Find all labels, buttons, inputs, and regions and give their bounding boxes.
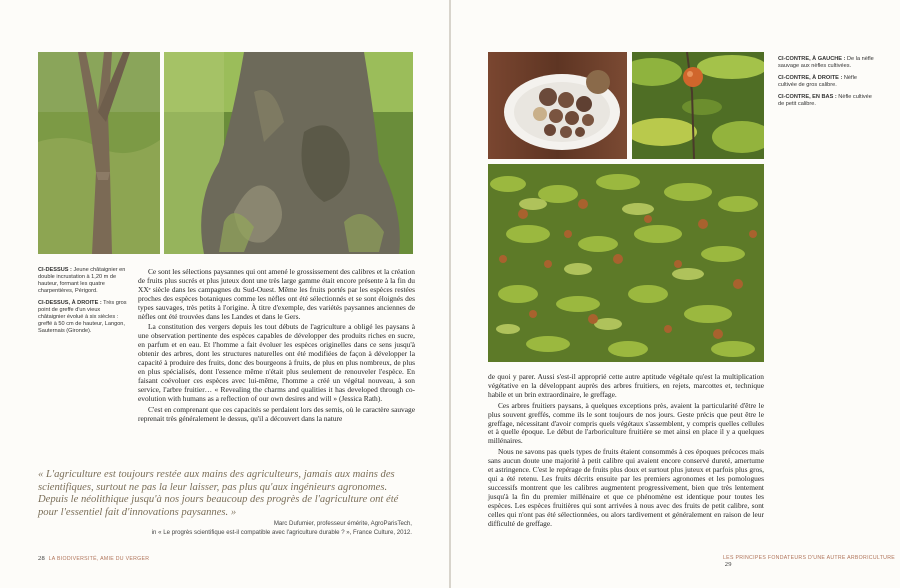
folio-right [723,555,900,568]
caption-label: CI-CONTRE, À DROITE : [778,75,843,81]
caption-old-chestnut [38,300,128,335]
caption-text: Jeune châtaignier en double incrustation à 1,20 m de hauteur, formant les quatre charpentières, Périgord. [38,267,126,294]
pull-quote: « L'agriculture est toujours restée aux mains des agriculteurs, jamais aux mains des scientifiques, surtout ne pas la leur laisser, pas plus qu'aux ingénieurs agronomes. Depuis le néolithique jusqu'à nos jours beaucoup des progrès de l'agriculture ont été pour l'essentiel fait d'innovations paysannes. » [38,469,399,518]
caption-text: De la nèfle sauvage aux nèfles cultivées. [778,56,874,69]
paragraph: Ces arbres fruitiers paysans, à quelques exceptions près, avaient la particularité d'être le plus souvent greffés, comme ils le sont toujours de nos jours. Geste précis que peut être le greffage, nécessitant d'avoir compris quels végétaux s'assemblent, y compris quelles cellules et à quelle époque. Le début de l'arboriculture fruitière se met ainsi en place il y a quelques millénaires. [488,400,764,446]
caption-small-medlar [778,94,874,108]
right-body-text [488,373,764,530]
running-title: LES PRINCIPES FONDATEURS D'UNE AUTRE ARBORICULTURE [723,555,896,561]
paragraph: de quoi y parer. Aussi s'est-il approprié cette autre aptitude végétale qu'est la multiplication végétative en la développant auprès des arbres fruitiers, en rejets, marcottes et, technique habile et un brin extraordinaire, le greffage. [488,372,764,399]
left-page [0,0,449,588]
caption-large-medlar [778,75,874,89]
quote-attribution [38,520,412,537]
right-page [451,0,900,588]
caption-young-chestnut [38,267,128,295]
photo-small-medlar [488,164,764,362]
paragraph: Ce sont les sélections paysannes qui ont amené le grossissement des calibres et la création de fruits plus sucrés et plus juteux dont une très large gamme était encore présente à la fin du XXᵉ siècle dans les campagnes du Sud-Ouest. Même les fruits portés par les espèces restées proches des espèces botaniques comme les nèfles ont été sélectionnés et se sont éloignés des types sauvages, très petits à l'origine. À titre d'exemple, des variétés paysannes anciennes de nèfles ont été trouvées dans les Landes et dans le Gers. [138,267,415,321]
right-captions [778,56,874,113]
page-number: 28 [38,555,46,562]
folio-left [38,555,149,562]
left-body-text [138,268,415,425]
running-title: LA BIODIVERSITÉ, AMIE DU VERGER [48,556,150,562]
page-number: 29 [724,561,732,568]
caption-text: Très gros point de greffe d'un vieux châtaignier évolué à six siècles : greffé à 50 cm de hauteur, Langon, Sauternais (Gironde). [38,300,127,334]
caption-label: CI-CONTRE, À GAUCHE : [778,56,846,62]
photo-young-chestnut [38,52,160,254]
caption-text: Nèfle cultivée de gros calibre. [778,75,857,88]
left-captions [38,267,128,340]
photo-old-chestnut-graft [164,52,413,254]
caption-label: CI-CONTRE, EN BAS : [778,94,837,100]
photo-large-medlar [632,52,764,159]
paragraph: Nous ne savons pas quels types de fruits étaient consommés à ces époques précoces mais sans aucun doute une majorité à petit calibre qui avaient encore conservé dureté, amertume et astringence. C'est le repérage de fruits plus doux et surtout plus juteux et parfois plus gros, qui a été retenu. Les fruits décrits ensuite par les premiers agronomes et les pomologues successifs montrent que les calibres augmentent progressivement, bien que très lentement jusqu'à la fin du premier millénaire et que ce phénomène est identique pour toutes les espèces. Les espèces fruitières qui sont arrivées à nous avec des fruits de petit calibre, sont celles qui n'ont pas été sélectionnées, ou alors tardivement et généralement en raison de leur difficulté de greffage. [488,447,764,528]
caption-wild-medlar [778,56,874,70]
caption-label: CI-DESSUS, À DROITE : [38,300,102,306]
caption-label: CI-DESSUS : [38,267,72,273]
paragraph: C'est en comprenant que ces capacités se perdaient lors des semis, où le caractère sauvage reprenait très généralement le dessus, qu'il a découvert dans la nature [138,404,415,423]
quote-author: Marc Dufumier, professeur émérite, AgroParisTech, [273,520,412,527]
caption-text: Nèfle cultivée de petit calibre. [778,94,872,107]
quote-source: in « Le progrès scientifique est-il compatible avec l'agriculture durable ? », France Culture, 2012. [151,528,412,536]
paragraph: La constitution des vergers depuis les tout débuts de l'agriculture a obligé les paysans à une observation pertinente des espèces capables de développer des produits riches en sucre, en parfum et en eau. Et l'homme a fait évoluer les espèces originelles dans ce sens jusqu'à obtenir des arbres, dont les structures naturelles ont été modifiées de façon à développer la capacité à produire des fruits, donc des bourgeons à fruits, de plus en plus nombreux, de plus en plus spécialisés, dont l'essence même n'était plus seulement de renouveler l'espèce. En faisant coévoluer ces espèces avec lui-même, l'homme a créé un végétal nouveau, à son service, l'arbre fruitier… « Revealing the charms and qualities it has developed through co-evolution with humans as a reflection of our own desires and will » (Jessica Rath). [138,322,415,403]
photo-medlar-plate [488,52,627,159]
